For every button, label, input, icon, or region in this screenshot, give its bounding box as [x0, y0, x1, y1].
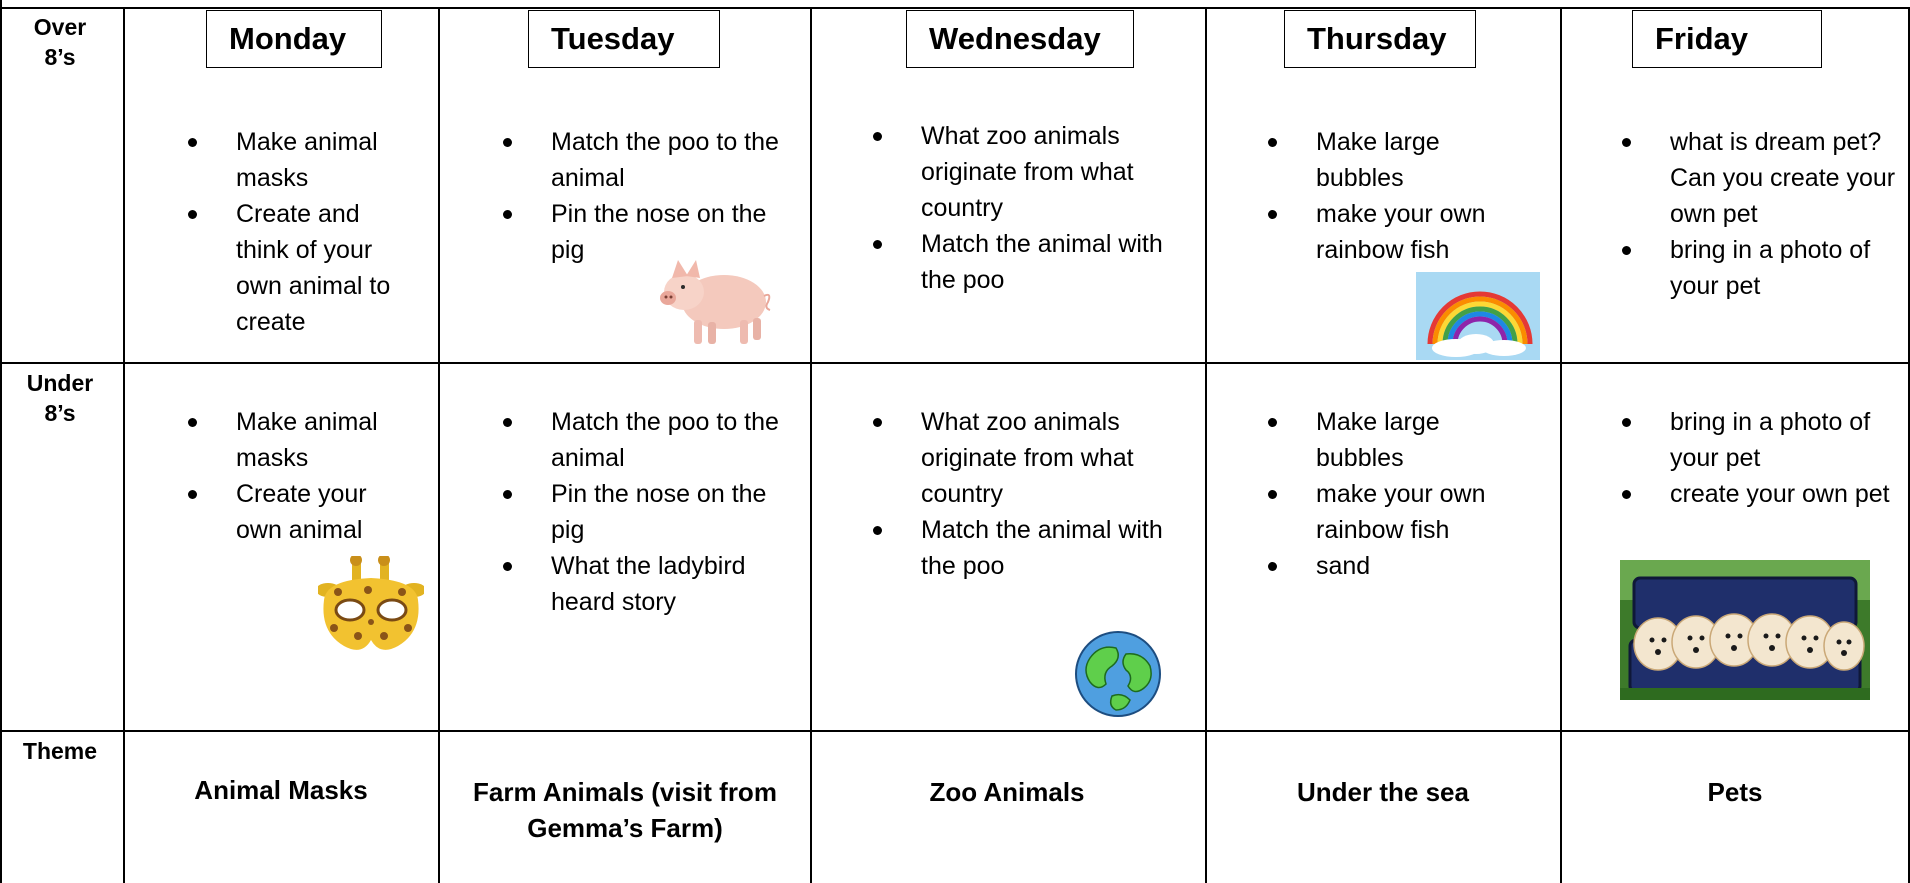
day-header-monday: Monday	[206, 10, 382, 68]
day-header-wednesday: Wednesday	[906, 10, 1134, 68]
list-item: Make animal masks	[188, 404, 413, 476]
rainbow-picture	[1416, 272, 1540, 360]
pig-picture	[656, 252, 774, 348]
theme-monday: Animal Masks	[194, 775, 368, 805]
list-item: create your own pet	[1622, 476, 1902, 512]
list-item: Match the animal with the poo	[873, 512, 1203, 584]
row-divider	[0, 362, 1910, 364]
under-tuesday-list	[503, 404, 793, 620]
list-item: Make large bubbles	[1268, 124, 1508, 196]
list-item: Match the poo to the animal	[503, 124, 793, 196]
row-label-theme: Theme	[22, 738, 98, 764]
column-divider	[1560, 8, 1562, 883]
table-border-left	[0, 0, 2, 883]
list-item: bring in a photo of your pet	[1622, 232, 1902, 304]
over-wednesday-list	[873, 118, 1203, 298]
list-item: Make animal masks	[188, 124, 413, 196]
day-header-friday: Friday	[1632, 10, 1822, 68]
row-label-over-8s: Over 8’s	[33, 14, 87, 70]
list-item: What zoo animals originate from what country	[873, 118, 1203, 226]
under-wednesday-list	[873, 404, 1203, 584]
theme-friday: Pets	[1707, 777, 1763, 807]
list-item: Create your own animal	[188, 476, 413, 548]
column-divider	[438, 8, 440, 883]
globe-picture	[1072, 630, 1164, 718]
column-divider	[1205, 8, 1207, 883]
column-divider	[810, 8, 812, 883]
under-monday-list	[188, 404, 413, 548]
list-item: Match the animal with the poo	[873, 226, 1203, 298]
list-item: Match the poo to the animal	[503, 404, 793, 476]
list-item: Pin the nose on the pig	[503, 476, 793, 548]
over-tuesday-list	[503, 124, 793, 268]
list-item	[1622, 124, 1902, 232]
theme-thursday: Under the sea	[1297, 777, 1469, 807]
list-item: make your own rainbow fish	[1268, 476, 1508, 548]
list-item: Pin the nose on the pig	[503, 196, 793, 268]
list-item: make your own rainbow fish	[1268, 196, 1508, 268]
column-divider	[123, 8, 125, 883]
day-header-tuesday: Tuesday	[528, 10, 720, 68]
giraffe-mask-picture	[318, 556, 424, 660]
theme-wednesday: Zoo Animals	[929, 777, 1085, 807]
under-thursday-list	[1268, 404, 1508, 584]
row-label-under-8s: Under 8’s	[26, 370, 94, 426]
under-friday-list	[1622, 404, 1902, 512]
over-thursday-list	[1268, 124, 1508, 268]
over-friday-list	[1622, 124, 1902, 304]
puppies-in-suitcase-picture	[1620, 560, 1870, 700]
theme-tuesday: Farm Animals (visit from Gemma’s Farm)	[473, 777, 777, 843]
list-item: bring in a photo of your pet	[1622, 404, 1902, 476]
over-monday-list	[188, 124, 413, 340]
row-divider	[0, 730, 1910, 732]
list-item: sand	[1268, 548, 1508, 584]
day-header-thursday: Thursday	[1284, 10, 1476, 68]
list-item: What zoo animals originate from what country	[873, 404, 1203, 512]
list-item: Create and think of your own animal to create	[188, 196, 413, 340]
list-item: Make large bubbles	[1268, 404, 1508, 476]
list-item: What the ladybird heard story	[503, 548, 793, 620]
list-item-text: what is dream pet?	[1670, 128, 1882, 156]
list-item-subtext: Can you create your own pet	[1670, 164, 1896, 228]
table-border-top	[0, 7, 1910, 9]
